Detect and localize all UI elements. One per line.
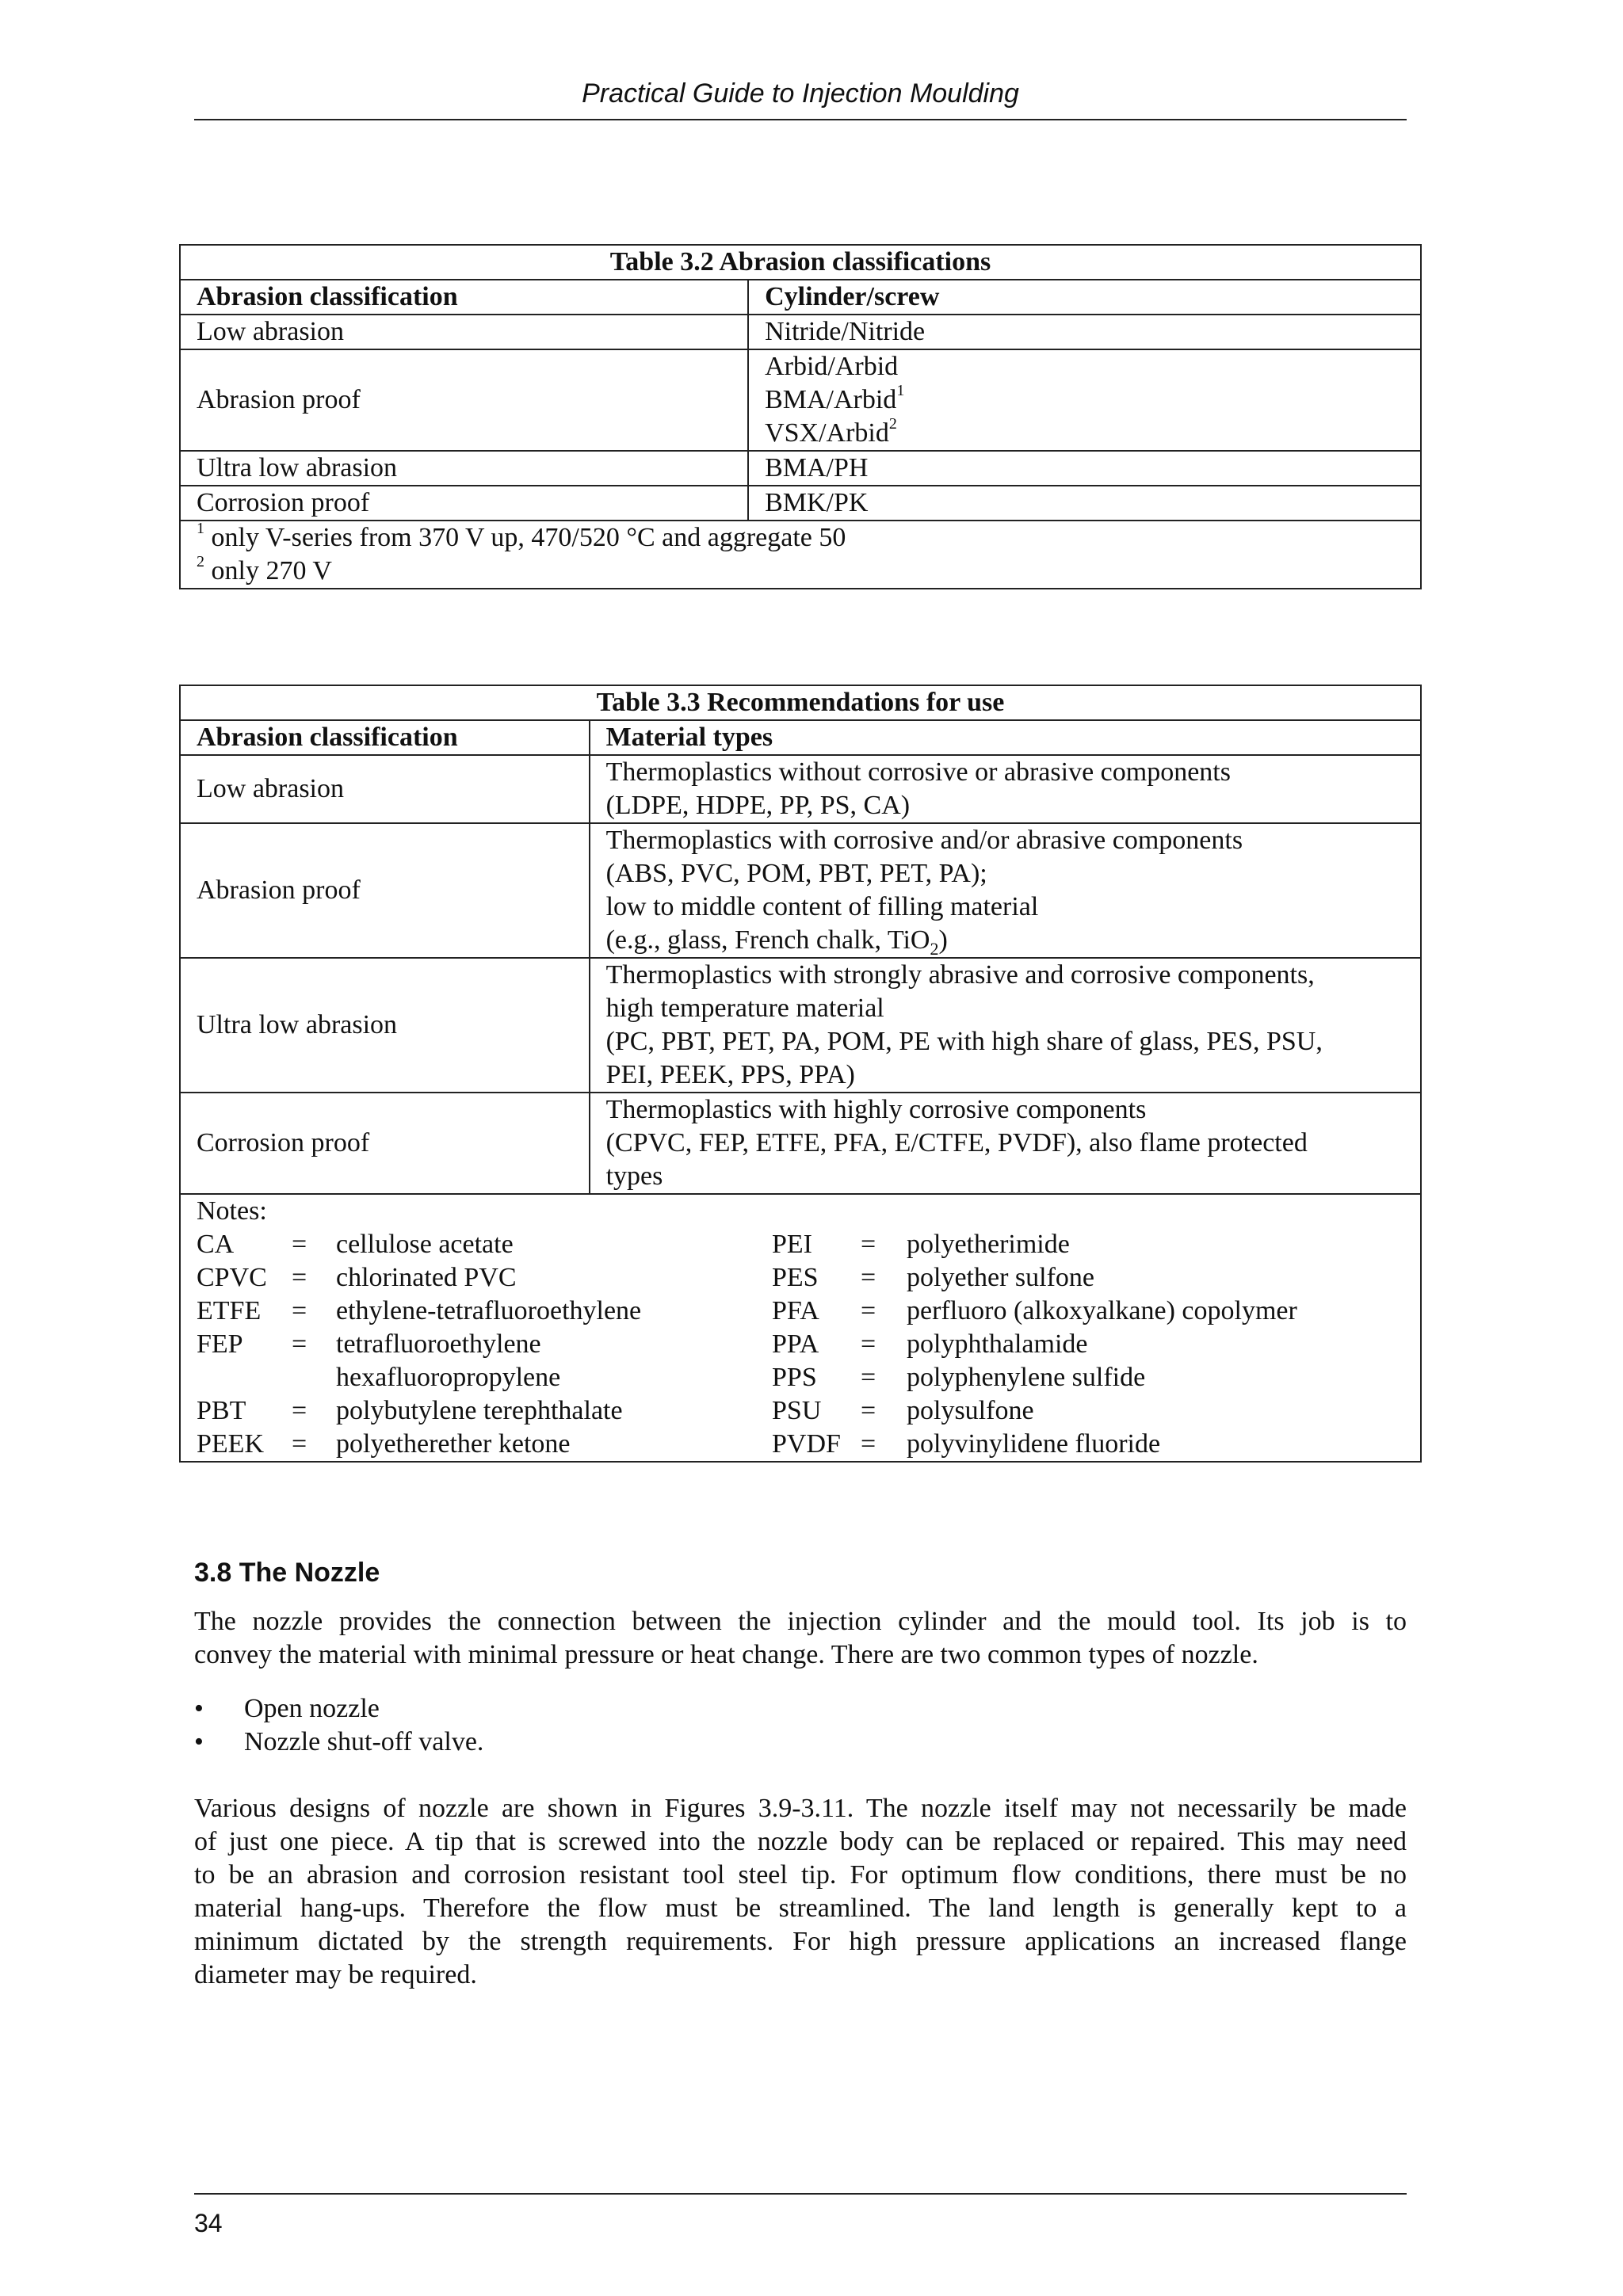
table-row	[180, 486, 1421, 521]
cell-line	[765, 414, 1420, 450]
note-meaning: polyvinylidene fluoride	[907, 1429, 1161, 1459]
cell-line: PEI, PEEK, PPS, PPA)	[605, 1060, 855, 1089]
classification-cell: Corrosion proof	[180, 1093, 590, 1194]
note-abbr: ETFE	[197, 1296, 262, 1325]
cell-line: types	[605, 1161, 663, 1191]
cell-line: (PC, PBT, PET, PA, POM, PE with high share of glass, PES, PSU,	[605, 1027, 1323, 1056]
footnote-mark: 1	[197, 519, 204, 537]
table-row	[180, 755, 1421, 823]
footnotes-cell	[180, 521, 1421, 589]
cell-line: Thermoplastics with strongly abrasive and corrosive components,	[605, 960, 1315, 990]
paragraph	[194, 1605, 1407, 1672]
bullet-icon: •	[194, 1694, 204, 1723]
note-meaning: polyetherimide	[907, 1230, 1070, 1259]
note-abbr: PEI	[772, 1230, 812, 1259]
paragraph-line: minimum dictated by the strength requirements. For high pressure applications an increased flange	[194, 1927, 1407, 1956]
cylinder-screw-cell: BMK/PK	[748, 486, 1421, 521]
material-types-cell	[590, 1093, 1421, 1194]
note-equals	[292, 1361, 336, 1394]
note-meaning: cellulose acetate	[336, 1230, 514, 1259]
footnote	[197, 552, 1420, 588]
cell-line: (LDPE, HDPE, PP, PS, CA)	[605, 791, 911, 820]
list-item-text: Nozzle shut-off valve.	[244, 1727, 484, 1756]
note-equals: =	[292, 1329, 307, 1359]
note-abbr: PFA	[772, 1296, 819, 1325]
note-abbr: CPVC	[197, 1263, 267, 1292]
note-abbr: PES	[772, 1263, 819, 1292]
cell-line: Thermoplastics without corrosive or abrasive components	[605, 757, 1231, 787]
note-equals: =	[292, 1263, 307, 1292]
cell-text: VSX/Arbid	[765, 418, 889, 448]
note-abbr: PPA	[772, 1329, 819, 1359]
notes-title: Notes:	[197, 1196, 267, 1226]
column-header: Material types	[590, 720, 1421, 755]
notes-cell	[180, 1194, 1421, 1462]
footer-rule	[194, 2193, 1407, 2195]
paragraph	[194, 1792, 1407, 1992]
classification-cell: Abrasion proof	[180, 823, 590, 958]
cell-line: low to middle content of filling material	[605, 892, 1039, 921]
note-equals: =	[861, 1396, 876, 1425]
note-meaning: polyether sulfone	[907, 1263, 1094, 1292]
note-meaning: chlorinated PVC	[336, 1263, 517, 1292]
table-row	[180, 315, 1421, 349]
list-item	[194, 1726, 483, 1759]
note-meaning: perfluoro (alkoxyalkane) copolymer	[907, 1296, 1297, 1325]
note-abbr: PBT	[197, 1396, 246, 1425]
paragraph-line: convey the material with minimal pressure or heat change. There are two common types of nozzle.	[194, 1640, 1258, 1669]
note-equals: =	[861, 1296, 876, 1325]
cell-line: Arbid/Arbid	[765, 352, 899, 381]
cylinder-screw-cell: Nitride/Nitride	[748, 315, 1421, 349]
column-header: Abrasion classification	[180, 720, 590, 755]
column-header: Cylinder/screw	[748, 280, 1421, 315]
bullet-list	[194, 1692, 483, 1759]
table-caption: Table 3.3 Recommendations for use	[180, 685, 1421, 720]
cell-text: BMA/Arbid	[765, 385, 897, 414]
page-number: 34	[194, 2209, 223, 2237]
note-meaning: tetrafluoroethylene	[336, 1329, 541, 1359]
note-equals: =	[292, 1396, 307, 1425]
header-rule	[194, 119, 1407, 120]
note-equals: =	[861, 1230, 876, 1259]
note-equals: =	[292, 1296, 307, 1325]
footnote-ref: 2	[888, 414, 897, 433]
cell-line	[606, 924, 1420, 957]
footnote	[197, 521, 1420, 555]
cell-text: )	[938, 925, 948, 955]
note-equals: =	[292, 1429, 307, 1459]
table-row	[180, 958, 1421, 1093]
note-abbr: PVDF	[772, 1429, 841, 1459]
subscript: 2	[930, 938, 939, 959]
note-meaning: ethylene-tetrafluoroethylene	[336, 1296, 642, 1325]
classification-cell: Low abrasion	[180, 755, 590, 823]
paragraph-line: material hang-ups. Therefore the flow must be streamlined. The land length is generally kept to a	[194, 1894, 1407, 1923]
cell-line: Thermoplastics with highly corrosive components	[605, 1095, 1147, 1124]
table-row	[180, 451, 1421, 486]
note-meaning: hexafluoropropylene	[336, 1363, 561, 1392]
cell-line: Thermoplastics with corrosive and/or abrasive components	[605, 826, 1243, 855]
note-equals: =	[292, 1230, 307, 1259]
footnote-mark: 2	[197, 552, 204, 570]
table-row	[180, 1093, 1421, 1194]
note-meaning: polyetherether ketone	[336, 1429, 571, 1459]
cell-line: high temperature material	[605, 994, 884, 1023]
material-types-cell	[590, 958, 1421, 1093]
notes-list	[197, 1228, 1420, 1461]
note-abbr: FEP	[197, 1329, 243, 1359]
footnote-text: only V-series from 370 V up, 470/520 °C and aggregate 50	[204, 523, 846, 552]
list-item	[194, 1692, 483, 1726]
classification-cell: Ultra low abrasion	[180, 451, 748, 486]
note-equals: =	[861, 1329, 876, 1359]
classification-cell: Low abrasion	[180, 315, 748, 349]
note-equals: =	[861, 1263, 876, 1292]
column-header: Abrasion classification	[180, 280, 748, 315]
paragraph-line: Various designs of nozzle are shown in Figures 3.9-3.11. The nozzle itself may not necessarily be made	[194, 1794, 1407, 1823]
note-abbr: PSU	[772, 1396, 822, 1425]
note-abbr	[197, 1361, 292, 1394]
note-equals: =	[861, 1363, 876, 1392]
note-abbr: PEEK	[197, 1429, 264, 1459]
footnote-text: only 270 V	[204, 556, 332, 585]
note-meaning: polyphthalamide	[907, 1329, 1088, 1359]
cell-line: (ABS, PVC, POM, PBT, PET, PA);	[605, 859, 987, 888]
classification-cell: Corrosion proof	[180, 486, 748, 521]
classification-cell: Abrasion proof	[180, 349, 748, 451]
cylinder-screw-cell: BMA/PH	[748, 451, 1421, 486]
material-types-cell	[590, 823, 1421, 958]
note-abbr: PPS	[772, 1363, 817, 1392]
paragraph-line: diameter may be required.	[194, 1960, 477, 1989]
table-row	[180, 349, 1421, 451]
table-row	[180, 823, 1421, 958]
paragraph-line: to be an abrasion and corrosion resistant tool steel tip. For optimum flow conditions, there must be no	[194, 1860, 1407, 1890]
footnote-ref: 1	[896, 381, 905, 399]
note-meaning: polysulfone	[907, 1396, 1034, 1425]
cylinder-screw-cell	[748, 349, 1421, 451]
cell-line: (CPVC, FEP, ETFE, PFA, E/CTFE, PVDF), also flame protected	[605, 1128, 1308, 1158]
note-meaning: polybutylene terephthalate	[336, 1396, 623, 1425]
classification-cell: Ultra low abrasion	[180, 958, 590, 1093]
note-equals: =	[861, 1429, 876, 1459]
running-header: Practical Guide to Injection Moulding	[582, 78, 1019, 109]
cell-line	[765, 383, 1420, 417]
paragraph-line: of just one piece. A tip that is screwed into the nozzle body can be replaced or repaired. This may need	[194, 1827, 1407, 1856]
bullet-icon: •	[194, 1727, 204, 1756]
table-caption: Table 3.2 Abrasion classifications	[180, 245, 1421, 280]
table-3-3	[179, 685, 1422, 1463]
note-abbr: CA	[197, 1230, 235, 1259]
note-meaning: polyphenylene sulfide	[907, 1363, 1146, 1392]
table-3-2	[179, 244, 1422, 589]
paragraph-line: The nozzle provides the connection between the injection cylinder and the mould tool. Its job is to	[194, 1607, 1407, 1636]
cell-text: (e.g., glass, French chalk, TiO	[605, 925, 930, 955]
material-types-cell	[590, 755, 1421, 823]
list-item-text: Open nozzle	[244, 1694, 380, 1723]
section-heading: 3.8 The Nozzle	[194, 1558, 380, 1588]
